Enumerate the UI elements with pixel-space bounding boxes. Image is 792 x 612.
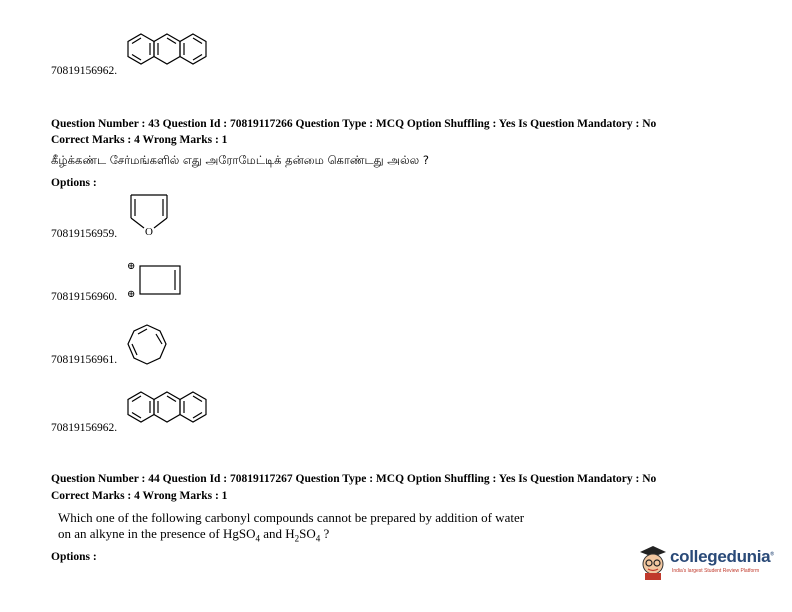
mascot-icon (636, 543, 670, 581)
furan-icon (124, 192, 174, 240)
options-label: Options : (51, 551, 97, 563)
question-header: Question Number : 44 Question Id : 70819117267 Question Type : MCQ Option Shuffling : Yes Is Question Mandatory : No (51, 473, 657, 485)
trademark: ® (770, 551, 774, 558)
question-header: Question Number : 43 Question Id : 70819117266 Question Type : MCQ Option Shuffling : Yes Is Question Mandatory : No (51, 118, 657, 130)
option-id: 70819156961. (51, 354, 118, 366)
option-id: 70819156960. (51, 291, 118, 303)
cycloheptatriene-icon (126, 322, 170, 368)
question-marks: Correct Marks : 4 Wrong Marks : 1 (51, 490, 228, 502)
positive-charge-icon: ⊕ (127, 289, 136, 300)
option-id: 70819156962. (51, 65, 118, 77)
anthracene-icon (126, 389, 226, 433)
brand-tagline: India's largest Student Review Platform (672, 568, 760, 574)
question-text-line2: on an alkyne in the presence of HgSO$_4$ and $H_2SO_4$ ? (58, 526, 330, 544)
option-id: 70819156959. (51, 228, 118, 240)
options-label: Options : (51, 177, 97, 189)
question-text: Which one of the following carbonyl compounds cannot be prepared by addition of water (58, 510, 525, 525)
cyclobutadiene-dication-icon (138, 264, 184, 296)
question-marks: Correct Marks : 4 Wrong Marks : 1 (51, 134, 228, 146)
question-text: கீழ்க்கண்ட சேர்மங்களில் எது அரோமேட்டிக் தன்மை கொண்டது அல்ல ? (51, 153, 429, 167)
brand-name: collegedunia (670, 547, 771, 566)
collegedunia-logo (636, 543, 774, 583)
anthracene-icon (126, 31, 226, 75)
option-id: 70819156962. (51, 422, 118, 434)
positive-charge-icon: ⊕ (127, 261, 136, 272)
oxygen-label: O (145, 226, 153, 238)
